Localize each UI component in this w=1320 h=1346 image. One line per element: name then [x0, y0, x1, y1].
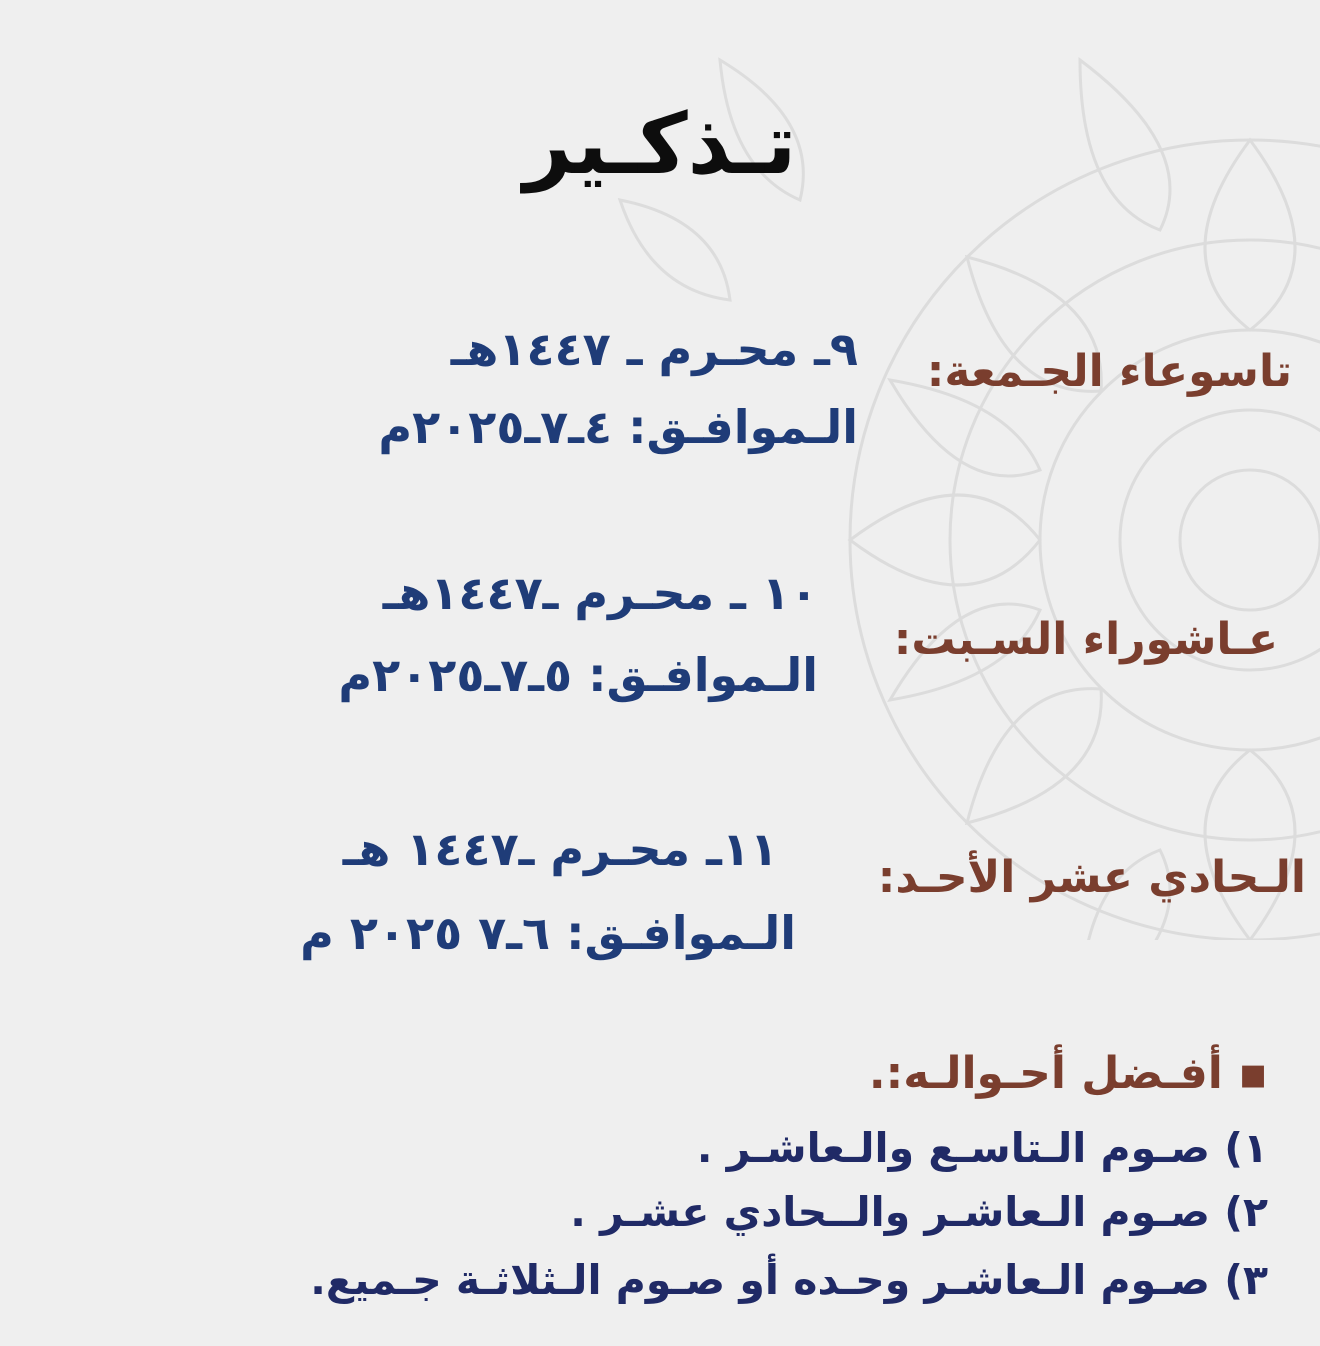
entry-hijri-hadi-ashar: ١١ـ محـرم ـ١٤٤٧ هـ	[342, 822, 778, 876]
entry-label-hadi-ashar: الـحادي عشر الأحـد:	[877, 852, 1306, 903]
entry-gregorian-ashura: الـموافـق: ٥ـ٧ـ٢٠٢٥م	[338, 648, 818, 702]
entry-label-tasua: تاسوعاء الجـمعة:	[926, 346, 1292, 397]
best-way-item-3: ٣) صـوم الـعاشـر وحـده أو صـوم الـثلاثـة جـميع.	[310, 1256, 1268, 1304]
best-ways-heading: ▪ أفـضل أحـوالـه:.	[868, 1048, 1268, 1099]
entry-hijri-ashura: ١٠ ـ محـرم ـ١٤٤٧هـ	[382, 566, 818, 620]
best-way-item-2: ٢) صـوم الـعاشـر والــحادي عشـر .	[570, 1188, 1268, 1236]
entry-gregorian-hadi-ashar: الـموافـق: ٦ـ٧ ٢٠٢٥ م	[300, 906, 796, 960]
entry-gregorian-tasua: الـموافـق: ٤ـ٧ـ٢٠٢٥م	[378, 400, 858, 454]
best-way-item-1: ١) صـوم الـتاسـع والـعاشـر .	[696, 1124, 1268, 1172]
entry-label-ashura: عـاشوراء السـبت:	[893, 614, 1278, 665]
page-title: تـذكـير	[523, 95, 797, 193]
entry-hijri-tasua: ٩ـ محـرم ـ ١٤٤٧هـ	[450, 322, 858, 376]
